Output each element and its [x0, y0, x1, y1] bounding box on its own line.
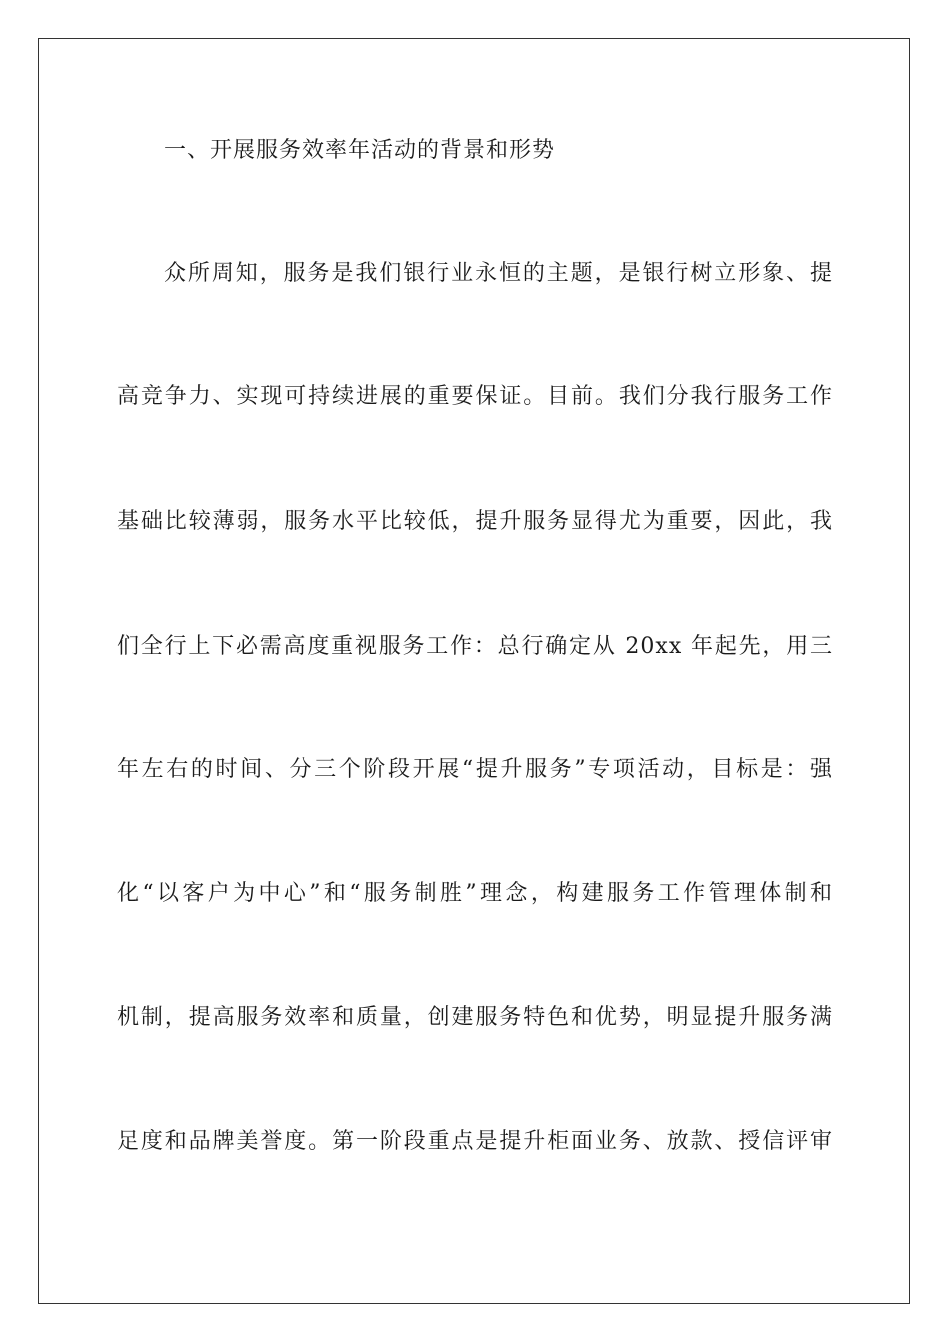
- paragraph-line-1: 众所周知，服务是我们银行业永恒的主题，是银行树立形象、提: [164, 261, 833, 286]
- paragraph-line-3: 基础比较薄弱，服务水平比较低，提升服务显得尤为重要，因此，我: [117, 509, 833, 534]
- paragraph-line-5: 年左右的时间、分三个阶段开展“提升服务”专项活动，目标是：强: [117, 757, 833, 782]
- paragraph-line-8: 足度和品牌美誉度。第一阶段重点是提升柜面业务、放款、授信评审: [117, 1129, 833, 1154]
- page-border: [38, 38, 910, 1304]
- paragraph-line-6: 化“以客户为中心”和“服务制胜”理念，构建服务工作管理体制和: [117, 881, 833, 906]
- section-heading: 一、开展服务效率年活动的背景和形势: [164, 138, 556, 163]
- paragraph-line-4: 们全行上下必需高度重视服务工作：总行确定从 20xx 年起先，用三: [117, 634, 833, 659]
- paragraph-line-2: 高竞争力、实现可持续进展的重要保证。目前。我们分我行服务工作: [117, 384, 833, 409]
- paragraph-line-7: 机制，提高服务效率和质量，创建服务特色和优势，明显提升服务满: [117, 1005, 833, 1030]
